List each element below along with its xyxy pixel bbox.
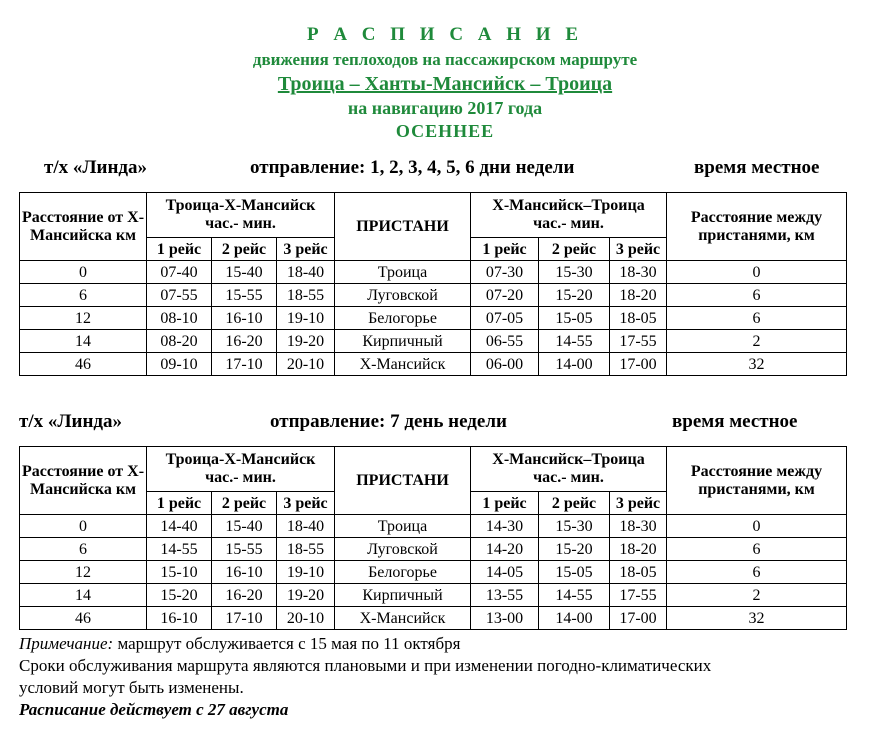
table-header-row <box>20 447 847 492</box>
cell-pier: Х-Мансийск <box>335 607 471 630</box>
cell-time: 07-40 <box>147 261 212 284</box>
cell-time: 19-10 <box>277 561 335 584</box>
cell-time: 19-10 <box>277 307 335 330</box>
col-trip-1: 1 рейс <box>147 238 212 261</box>
cell-between: 2 <box>667 330 847 353</box>
cell-time: 07-55 <box>147 284 212 307</box>
col-trip-2: 2 рейс <box>539 492 610 515</box>
cell-time: 18-40 <box>277 261 335 284</box>
cell-pier: Троица <box>335 515 471 538</box>
cell-time: 14-55 <box>539 330 610 353</box>
cell-time: 18-20 <box>610 538 667 561</box>
col-distance-between: Расстояние между пристанями, км <box>667 193 847 261</box>
cell-time: 15-05 <box>539 307 610 330</box>
table-row <box>20 561 847 584</box>
cell-time: 18-55 <box>277 284 335 307</box>
table-row <box>20 307 847 330</box>
table-row <box>20 330 847 353</box>
cell-time: 15-40 <box>212 261 277 284</box>
cell-between: 32 <box>667 353 847 376</box>
cell-time: 17-10 <box>212 607 277 630</box>
cell-time: 20-10 <box>277 353 335 376</box>
cell-dist: 0 <box>20 261 147 284</box>
col-distance-between: Расстояние между пристанями, км <box>667 447 847 515</box>
cell-time: 09-10 <box>147 353 212 376</box>
col-piers: ПРИСТАНИ <box>335 193 471 261</box>
table-header-row <box>20 193 847 238</box>
cell-time: 18-40 <box>277 515 335 538</box>
col-trip-2: 2 рейс <box>539 238 610 261</box>
cell-pier: Троица <box>335 261 471 284</box>
cell-time: 19-20 <box>277 330 335 353</box>
table-row <box>20 584 847 607</box>
table-row <box>20 261 847 284</box>
cell-time: 14-00 <box>539 607 610 630</box>
cell-time: 20-10 <box>277 607 335 630</box>
ship-name: т/х «Линда» <box>44 157 148 178</box>
cell-pier: Белогорье <box>335 307 471 330</box>
cell-time: 15-30 <box>539 515 610 538</box>
cell-time: 17-55 <box>610 330 667 353</box>
cell-time: 15-40 <box>212 515 277 538</box>
cell-pier: Луговской <box>335 284 471 307</box>
schedule-table-2 <box>19 446 847 630</box>
header-title: Р А С П И С А Н И Е <box>306 24 584 45</box>
col-direction-forward: Троица-Х-Мансийск час.- мин. <box>147 447 335 492</box>
cell-time: 08-10 <box>147 307 212 330</box>
col-distance-from: Расстояние от Х-Мансийска км <box>20 447 147 515</box>
note-text: маршрут обслуживается с 15 мая по 11 октября <box>113 634 461 653</box>
table-row <box>20 538 847 561</box>
cell-dist: 46 <box>20 353 147 376</box>
col-trip-3: 3 рейс <box>610 238 667 261</box>
cell-between: 6 <box>667 284 847 307</box>
cell-time: 16-10 <box>212 561 277 584</box>
cell-pier: Луговской <box>335 538 471 561</box>
col-distance-from: Расстояние от Х-Мансийска км <box>20 193 147 261</box>
cell-dist: 0 <box>20 515 147 538</box>
cell-time: 18-55 <box>277 538 335 561</box>
cell-time: 18-30 <box>610 261 667 284</box>
cell-time: 17-10 <box>212 353 277 376</box>
col-direction-forward: Троица-Х-Мансийск час.- мин. <box>147 193 335 238</box>
cell-time: 15-55 <box>212 538 277 561</box>
cell-time: 18-05 <box>610 561 667 584</box>
cell-time: 16-10 <box>212 307 277 330</box>
time-note: время местное <box>672 411 798 432</box>
cell-dist: 46 <box>20 607 147 630</box>
cell-time: 07-30 <box>471 261 539 284</box>
col-direction-return: Х-Мансийск–Троица час.- мин. <box>471 447 667 492</box>
cell-dist: 12 <box>20 307 147 330</box>
cell-between: 0 <box>667 515 847 538</box>
col-trip-1: 1 рейс <box>471 238 539 261</box>
departure-days: отправление: 7 день недели <box>270 411 507 432</box>
cell-time: 06-00 <box>471 353 539 376</box>
cell-time: 08-20 <box>147 330 212 353</box>
cell-time: 15-20 <box>147 584 212 607</box>
note-line-3: условий могут быть изменены. <box>19 678 244 697</box>
cell-time: 15-55 <box>212 284 277 307</box>
cell-time: 16-10 <box>147 607 212 630</box>
cell-time: 16-20 <box>212 330 277 353</box>
cell-time: 19-20 <box>277 584 335 607</box>
col-piers: ПРИСТАНИ <box>335 447 471 515</box>
cell-between: 6 <box>667 307 847 330</box>
cell-time: 07-20 <box>471 284 539 307</box>
cell-time: 17-00 <box>610 607 667 630</box>
cell-time: 17-00 <box>610 353 667 376</box>
col-trip-3: 3 рейс <box>610 492 667 515</box>
table-row <box>20 607 847 630</box>
cell-between: 6 <box>667 561 847 584</box>
cell-time: 18-20 <box>610 284 667 307</box>
table-row <box>20 284 847 307</box>
cell-between: 0 <box>667 261 847 284</box>
cell-time: 14-05 <box>471 561 539 584</box>
header-subtitle: движения теплоходов на пассажирском маршруте <box>252 50 638 69</box>
cell-dist: 6 <box>20 538 147 561</box>
header-route: Троица – Ханты-Мансийск – Троица <box>277 73 613 95</box>
cell-time: 18-05 <box>610 307 667 330</box>
cell-pier: Кирпичный <box>335 584 471 607</box>
cell-time: 14-55 <box>147 538 212 561</box>
note-line <box>19 634 460 654</box>
col-trip-2: 2 рейс <box>212 238 277 261</box>
ship-name: т/х «Линда» <box>19 411 123 432</box>
cell-time: 07-05 <box>471 307 539 330</box>
col-trip-1: 1 рейс <box>147 492 212 515</box>
cell-time: 14-30 <box>471 515 539 538</box>
header-season: ОСЕННЕЕ <box>395 121 495 141</box>
cell-dist: 14 <box>20 584 147 607</box>
cell-time: 15-30 <box>539 261 610 284</box>
table-row <box>20 353 847 376</box>
cell-time: 16-20 <box>212 584 277 607</box>
cell-time: 06-55 <box>471 330 539 353</box>
table-row <box>20 515 847 538</box>
cell-time: 15-20 <box>539 284 610 307</box>
schedule-table-1 <box>19 192 847 376</box>
cell-time: 14-55 <box>539 584 610 607</box>
cell-between: 32 <box>667 607 847 630</box>
col-direction-return: Х-Мансийск–Троица час.- мин. <box>471 193 667 238</box>
cell-time: 14-40 <box>147 515 212 538</box>
cell-time: 15-20 <box>539 538 610 561</box>
col-trip-3: 3 рейс <box>277 238 335 261</box>
departure-days: отправление: 1, 2, 3, 4, 5, 6 дни недели <box>250 157 575 178</box>
cell-time: 15-05 <box>539 561 610 584</box>
cell-time: 13-00 <box>471 607 539 630</box>
col-trip-2: 2 рейс <box>212 492 277 515</box>
cell-time: 17-55 <box>610 584 667 607</box>
note-line-2: Сроки обслуживания маршрута являются плановыми и при изменении погодно-климатических <box>19 656 712 675</box>
schedule-info-2 <box>0 411 869 435</box>
cell-pier: Белогорье <box>335 561 471 584</box>
cell-dist: 12 <box>20 561 147 584</box>
cell-time: 13-55 <box>471 584 539 607</box>
cell-time: 18-30 <box>610 515 667 538</box>
note-label: Примечание: <box>19 634 114 653</box>
cell-dist: 6 <box>20 284 147 307</box>
cell-pier: Кирпичный <box>335 330 471 353</box>
schedule-info-1 <box>0 157 869 181</box>
cell-between: 6 <box>667 538 847 561</box>
col-trip-1: 1 рейс <box>471 492 539 515</box>
col-trip-3: 3 рейс <box>277 492 335 515</box>
cell-pier: Х-Мансийск <box>335 353 471 376</box>
cell-time: 14-20 <box>471 538 539 561</box>
effective-date: Расписание действует с 27 августа <box>19 700 289 719</box>
cell-time: 15-10 <box>147 561 212 584</box>
cell-time: 14-00 <box>539 353 610 376</box>
cell-between: 2 <box>667 584 847 607</box>
header-navigation: на навигацию 2017 года <box>347 98 543 118</box>
cell-dist: 14 <box>20 330 147 353</box>
time-note: время местное <box>694 157 820 178</box>
